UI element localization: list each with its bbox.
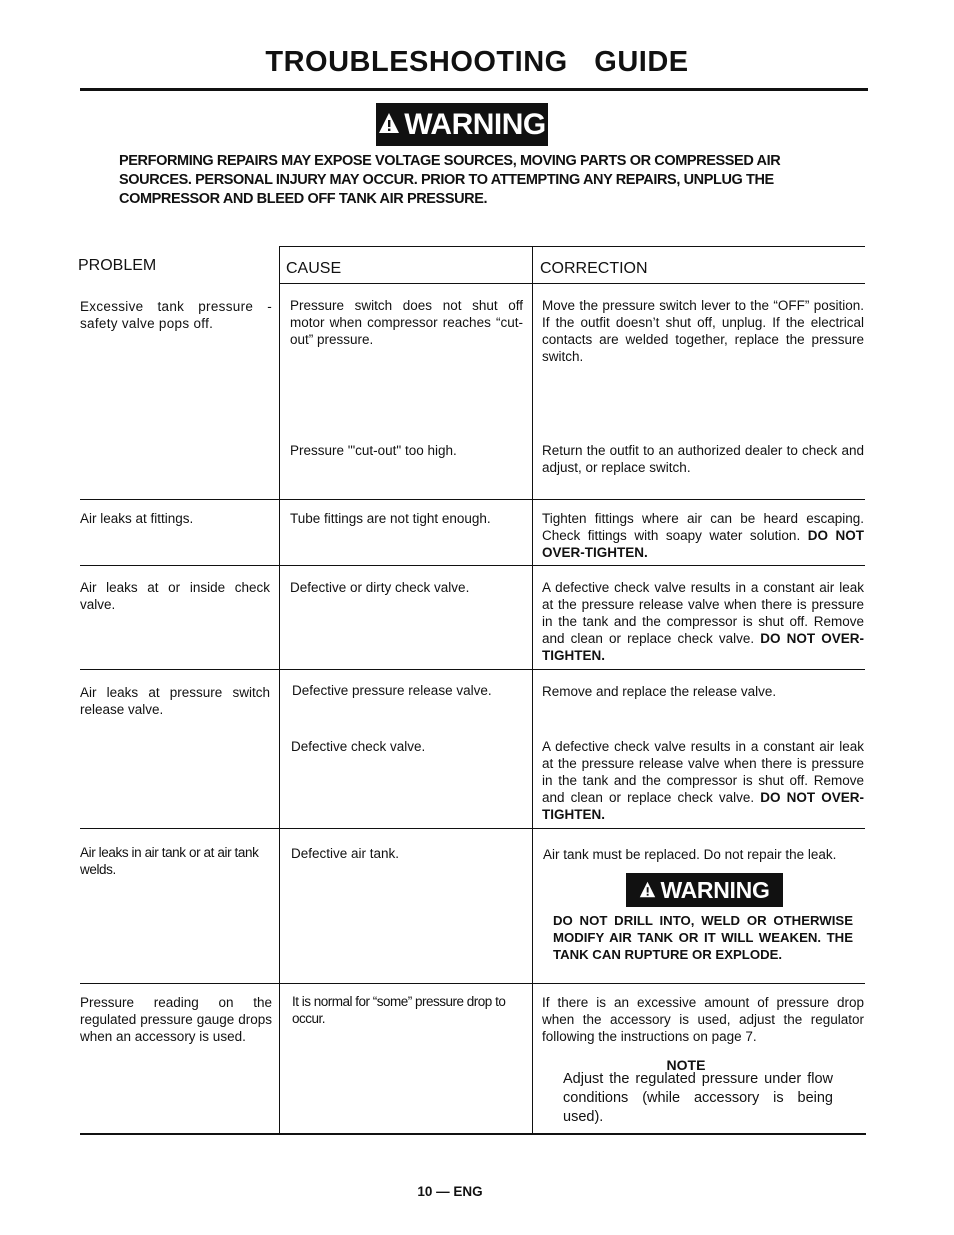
tank-warning-text: DO NOT DRILL INTO, WELD OR OTHERWISE MODIFY AIR TANK OR IT WILL WEAKEN. THE TANK CAN RUPTURE OR EXPLODE. <box>553 913 853 962</box>
correction-emphasis: DO NOT OVER-TIGHTEN. <box>542 790 864 822</box>
problem-cell: Air leaks at pressure switch release valve. <box>80 685 270 717</box>
warning-intro-text: PERFORMING REPAIRS MAY EXPOSE VOLTAGE SOURCES, MOVING PARTS OR COMPRESSED AIR SOURCES. PERSONAL INJURY MAY OCCUR. PRIOR TO ATTEMPTING ANY REPAIRS, UNPLUG THE COMPRESSOR AND BLEED OFF TANK AIR PRESSURE. <box>119 153 781 207</box>
cause-cell: Defective pressure release valve. <box>292 683 492 698</box>
cause-cell: Pressure '"cut-out" too high. <box>290 443 457 458</box>
correction-cell: Move the pressure switch lever to the “OFF” position. If the outfit doesn’t shut off, unplug. If the electrical contacts are welded together, replace the pressure switch. <box>542 298 864 364</box>
header-problem: PROBLEM <box>78 257 157 274</box>
header-rule <box>280 283 865 284</box>
table-top-rule <box>280 246 865 247</box>
header-correction: CORRECTION <box>540 260 648 277</box>
column-divider-2 <box>532 246 533 1135</box>
correction-text: A defective check valve results in a constant air leak at the pressure release valve when there is pressure in the tank and the compressor is shut off. Remove and clean or replace check valve. <box>542 580 864 646</box>
cause-cell: It is normal for “some” pressure drop to occur. <box>292 994 506 1026</box>
correction-emphasis: DO NOT OVER-TIGHTEN. <box>542 528 864 560</box>
page-number: 10 — ENG <box>417 1184 483 1199</box>
row-divider <box>80 565 865 566</box>
correction-text: A defective check valve results in a constant air leak at the pressure release valve when there is pressure in the tank and the compressor is shut off. Remove and clean or replace check valve. <box>542 739 864 805</box>
correction-cell: Return the outfit to an authorized dealer to check and adjust, or replace switch. <box>542 443 864 475</box>
correction-cell <box>542 579 864 664</box>
cause-cell: Defective check valve. <box>291 739 426 754</box>
problem-cell: Air leaks at fittings. <box>80 511 194 526</box>
correction-text: Tighten fittings where air can be heard escaping. Check fittings with soapy water solution. <box>542 511 864 543</box>
warning-banner <box>376 103 548 146</box>
title-rule <box>80 88 868 91</box>
correction-cell <box>542 510 864 561</box>
problem-cell: Air leaks in air tank or at air tank welds. <box>80 845 259 877</box>
note-heading: NOTE <box>666 1057 706 1073</box>
header-cause: CAUSE <box>286 260 342 277</box>
correction-cell: Remove and replace the release valve. <box>542 684 777 699</box>
warning-triangle-icon <box>378 108 400 142</box>
column-divider-1 <box>279 246 280 1135</box>
row-divider <box>80 983 865 984</box>
row-divider <box>80 669 865 670</box>
problem-cell: Air leaks at or inside check valve. <box>80 580 270 612</box>
cause-cell: Defective or dirty check valve. <box>290 580 470 595</box>
problem-cell: Excessive tank pressure - safety valve pops off. <box>80 299 272 331</box>
correction-cell: If there is an excessive amount of pressure drop when the accessory is used, adjust the regulator following the instructions on page 7. <box>542 995 864 1044</box>
warning-triangle-icon <box>639 877 656 904</box>
correction-cell <box>542 738 864 823</box>
tank-warning-banner <box>626 873 783 907</box>
row-divider <box>80 499 865 500</box>
table-bottom-rule <box>80 1133 866 1135</box>
note-text: Adjust the regulated pressure under flow conditions (while accessory is being used). <box>563 1071 833 1125</box>
warning-label: WARNING <box>404 107 546 141</box>
cause-cell: Defective air tank. <box>291 846 400 861</box>
page-title: TROUBLESHOOTING GUIDE <box>265 46 689 78</box>
warning-label: WARNING <box>660 876 770 903</box>
correction-cell: Air tank must be replaced. Do not repair the leak. <box>543 847 837 862</box>
correction-emphasis: DO NOT OVER-TIGHTEN. <box>542 631 864 663</box>
problem-cell: Pressure reading on the regulated pressure gauge drops when an accessory is used. <box>80 995 272 1044</box>
row-divider <box>80 828 865 829</box>
cause-cell: Tube fittings are not tight enough. <box>290 511 491 526</box>
cause-cell: Pressure switch does not shut off motor when compressor reaches “cut-out” pressure. <box>290 298 523 347</box>
